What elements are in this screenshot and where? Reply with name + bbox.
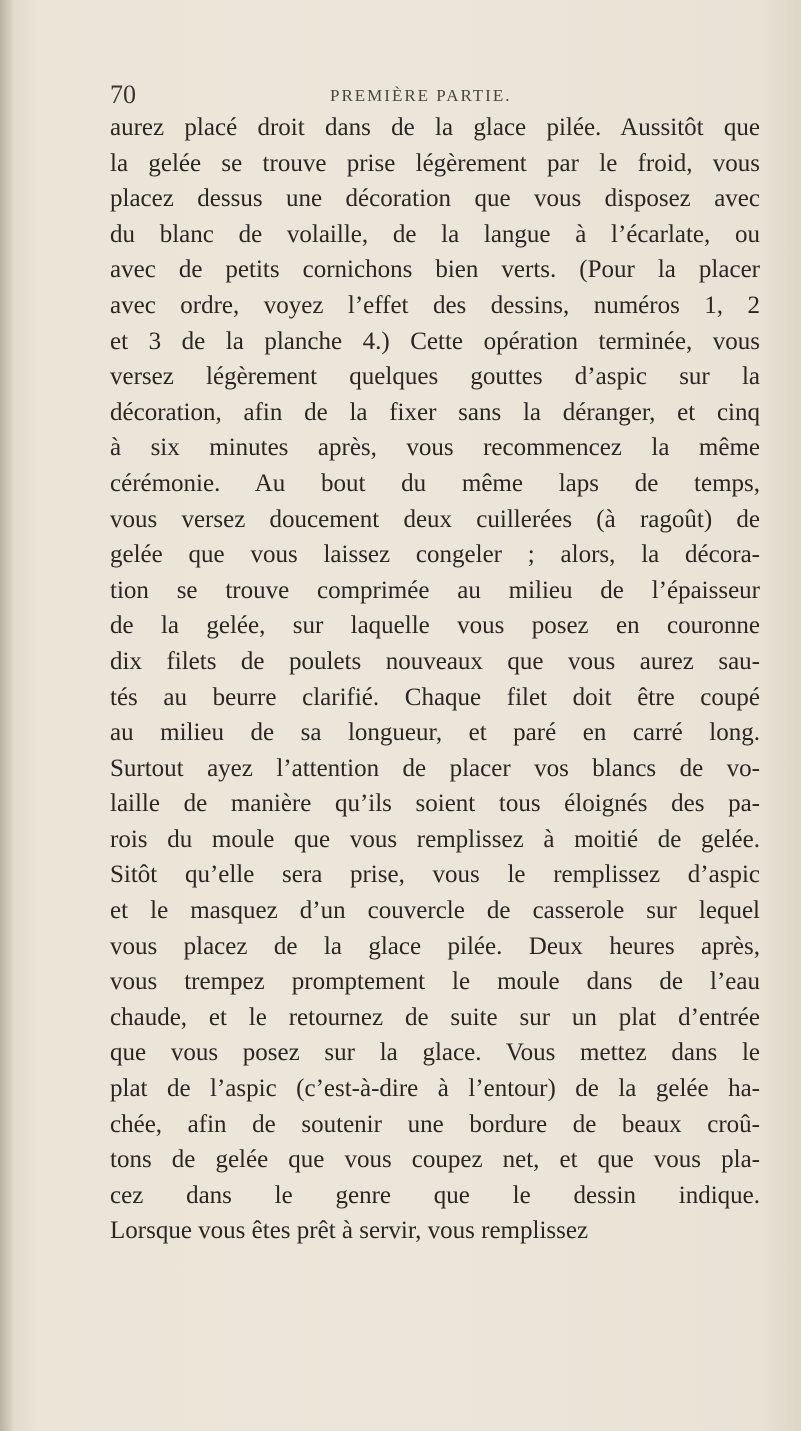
- text-line: Lorsque vous êtes prêt à servir, vous remplissez: [110, 1217, 589, 1245]
- page-number: 70: [110, 80, 136, 109]
- page-fold-shadow: [0, 0, 14, 1431]
- text-line: chaude, et le retournez de suite sur un plat d’entrée: [110, 1003, 760, 1031]
- text-line: laille de manière qu’ils soient tous éloignés des pa-: [110, 790, 760, 818]
- running-head: PREMIÈRE PARTIE.: [330, 86, 512, 105]
- text-line: placez dessus une décoration que vous disposez avec: [110, 185, 760, 213]
- body-text: [110, 110, 760, 1249]
- text-line: Surtout ayez l’attention de placer vos blancs de vo-: [110, 754, 760, 782]
- text-line: cez dans le genre que le dessin indique.: [110, 1181, 760, 1209]
- text-line: que vous posez sur la glace. Vous mettez dans le: [110, 1039, 760, 1067]
- text-line: rois du moule que vous remplissez à moitié de gelée.: [110, 825, 760, 853]
- text-line: vous trempez promptement le moule dans de l’eau: [110, 968, 760, 996]
- text-line: Sitôt qu’elle sera prise, vous le remplissez d’aspic: [110, 861, 760, 889]
- text-line: et le masquez d’un couvercle de casserole sur lequel: [110, 897, 760, 925]
- text-line: gelée que vous laissez congeler ; alors, la décora-: [110, 541, 760, 569]
- text-line: et 3 de la planche 4.) Cette opération terminée, vous: [110, 327, 760, 355]
- page-header: [110, 80, 760, 112]
- text-line: chée, afin de soutenir une bordure de beaux croû-: [110, 1110, 760, 1138]
- text-line: aurez placé droit dans de la glace pilée. Aussitôt que: [110, 114, 760, 141]
- text-line: versez légèrement quelques gouttes d’aspic sur la: [110, 363, 760, 391]
- text-line: dix filets de poulets nouveaux que vous aurez sau-: [110, 647, 760, 675]
- text-line: vous versez doucement deux cuillerées (à ragoût) de: [110, 505, 760, 533]
- text-line: vous placez de la glace pilée. Deux heures après,: [110, 932, 760, 960]
- text-line: plat de l’aspic (c’est-à-dire à l’entour) de la gelée ha-: [110, 1075, 760, 1103]
- text-line: décoration, afin de la fixer sans la déranger, et cinq: [110, 398, 760, 426]
- text-line: la gelée se trouve prise légèrement par le froid, vous: [110, 149, 760, 177]
- text-line: à six minutes après, vous recommencez la même: [110, 434, 760, 462]
- text-line: tés au beurre clarifié. Chaque filet doit être coupé: [110, 683, 760, 711]
- text-line: avec ordre, voyez l’effet des dessins, numéros 1, 2: [110, 291, 760, 319]
- text-line: tion se trouve comprimée au milieu de l’épaisseur: [110, 576, 760, 604]
- text-line: du blanc de volaille, de la langue à l’écarlate, ou: [110, 220, 760, 248]
- text-line: de la gelée, sur laquelle vous posez en couronne: [110, 612, 760, 640]
- text-line: au milieu de sa longueur, et paré en carré long.: [110, 719, 760, 747]
- text-line: cérémonie. Au bout du même laps de temps,: [110, 469, 760, 497]
- text-line: tons de gelée que vous coupez net, et que vous pla-: [110, 1146, 760, 1174]
- text-line: avec de petits cornichons bien verts. (Pour la placer: [110, 256, 760, 284]
